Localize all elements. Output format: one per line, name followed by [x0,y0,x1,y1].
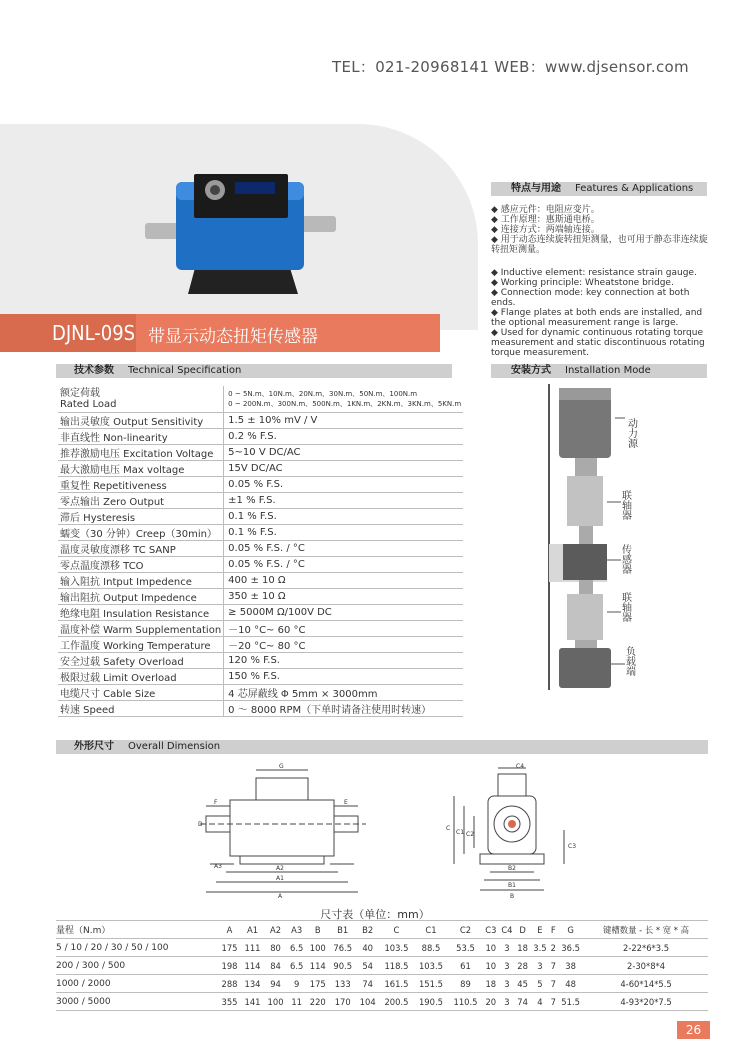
spec-value: 0.2 % F.S. [224,429,464,445]
dimension-row [56,975,708,993]
spec-row [58,429,463,445]
dimension-cell: 3 [530,957,549,975]
dimension-cell: 18 [515,939,530,957]
spec-label: 零点温度漂移 TCO [58,557,224,573]
installation-diagram [545,384,715,694]
dimension-cell: 7 [550,957,558,975]
dimension-cell: 89 [448,975,483,993]
feature-item-en: ◆ Used for dynamic continuous rotating torque measurement and static discontinuous rotating torque measurement. [491,328,705,358]
dimension-label: E [344,799,348,806]
spec-value: 15V DC/AC [224,461,464,477]
spec-row [58,621,463,637]
spec-row [58,445,463,461]
dimension-column-header: B1 [329,921,356,939]
installation-heading [491,364,707,378]
rated-load-label-zh: 额定荷载 [60,388,100,399]
dimension-cell: 100 [264,993,287,1011]
dimension-cell: 74 [515,993,530,1011]
dimension-cell: 76.5 [329,939,356,957]
dimension-cell: 110.5 [448,993,483,1011]
dimension-label: B2 [508,865,516,872]
spec-label: 电缆尺寸 Cable Size [58,685,224,701]
dimension-label: D [198,821,203,828]
dimension-label: A [278,893,283,900]
spec-value: 400 ± 10 Ω [224,573,464,589]
dimension-cell: 175 [306,975,329,993]
installation-label: 联轴器 [619,490,631,520]
spec-label: 转速 Speed [58,701,224,717]
feature-item-en: ◆ Flange plates at both ends are installed, and the optional measurement range is large. [491,308,703,328]
spec-label: 输入阻抗 Intput Impedence [58,573,224,589]
dimension-label: A3 [214,863,222,870]
dimension-drawing-front [440,760,590,900]
dimension-cell: 3 [499,939,515,957]
spec-value: 0.05 % F.S. / °C [224,557,464,573]
dimension-label: C [446,825,451,832]
rated-load-value: 0 ~ 200N.m、300N.m、500N.m、1KN.m、2KN.m、3KN.m、5KN.m [228,400,462,408]
dimension-cell: 48 [557,975,584,993]
dimension-cell: 3 [499,975,515,993]
spec-heading-en: Technical Specification [128,365,242,376]
spec-row [58,653,463,669]
dimension-cell: 40 [356,939,379,957]
dimension-table [56,920,708,1011]
dimension-row [56,939,708,957]
dimension-cell: 118.5 [379,957,414,975]
dimension-cell: 4 [530,993,549,1011]
dimension-column-header: A1 [241,921,264,939]
spec-label: 最大激励电压 Max voltage [58,461,224,477]
dimension-heading-en: Overall Dimension [128,741,221,752]
dimension-cell: 133 [329,975,356,993]
dimension-column-header: 键槽数量 - 长 * 宽 * 高 [584,921,708,939]
dimension-cell: 61 [448,957,483,975]
product-photo [140,168,340,298]
spec-row [58,525,463,541]
dimension-column-header: G [557,921,584,939]
dimension-column-header: C [379,921,414,939]
dimension-cell: 10 [483,957,499,975]
dimension-cell: 6.5 [287,957,306,975]
spec-value: 0.1 % F.S. [224,525,464,541]
spec-label: 输出灵敏度 Output Sensitivity [58,413,224,429]
dimension-cell: 51.5 [557,993,584,1011]
spec-label: 重复性 Repetitiveness [58,477,224,493]
spec-label: 滞后 Hysteresis [58,509,224,525]
spec-heading-zh: 技术参数 [74,365,114,376]
features-list [491,205,709,358]
dimension-column-header: A3 [287,921,306,939]
feature-item-zh: ◆ 工作原理：惠斯通电桥。 [491,215,600,225]
installation-heading-en: Installation Mode [565,365,651,376]
dimension-cell: 28 [515,957,530,975]
dimension-column-header: F [550,921,558,939]
features-heading-zh: 特点与用途 [511,183,561,194]
dimension-cell: 74 [356,975,379,993]
spec-table [58,386,463,717]
spec-value: ≥ 5000M Ω/100V DC [224,605,464,621]
spec-label: 非直线性 Non-linearity [58,429,224,445]
dimension-cell: 88.5 [414,939,449,957]
dimension-column-header: 量程（N.m） [56,921,218,939]
dimension-label: C4 [516,763,525,770]
dimension-cell: 6.5 [287,939,306,957]
product-name: 带显示动态扭矩传感器 [148,327,318,347]
dimension-cell: 4-93*20*7.5 [584,993,708,1011]
spec-label: 输出阻抗 Output Impedence [58,589,224,605]
dimension-column-header: A [218,921,241,939]
dimension-cell: 5 [530,975,549,993]
installation-label: 传感器 [619,544,631,574]
dimension-cell: 94 [264,975,287,993]
dimension-label: B1 [508,882,516,889]
dimension-cell: 2-22*6*3.5 [584,939,708,957]
spec-label: 安全过载 Safety Overload [58,653,224,669]
dimension-cell: 104 [356,993,379,1011]
dimension-cell: 11 [287,993,306,1011]
spec-label: 绝缘电阻 Insulation Resistance [58,605,224,621]
dimension-cell: 111 [241,939,264,957]
dimension-cell: 18 [483,975,499,993]
dimension-column-header: B2 [356,921,379,939]
dimension-table-title: 尺寸表（单位：mm） [320,908,430,921]
spec-row [58,557,463,573]
dimension-cell: 220 [306,993,329,1011]
dimension-cell: 9 [287,975,306,993]
dimension-cell: 190.5 [414,993,449,1011]
spec-row [58,637,463,653]
feature-item-zh: ◆ 感应元件：电阻应变片。 [491,205,600,215]
spec-row [58,413,463,429]
dimension-cell: 3 [499,957,515,975]
spec-value: 150 % F.S. [224,669,464,685]
dimension-cell: 4-60*14*5.5 [584,975,708,993]
spec-value: －20 °C~ 80 °C [224,637,464,653]
dimension-row [56,957,708,975]
dimension-column-header: C1 [414,921,449,939]
dimension-cell: 38 [557,957,584,975]
dimension-cell: 288 [218,975,241,993]
product-model: DJNL-09S [52,321,136,345]
dimension-cell: 90.5 [329,957,356,975]
dimension-label: A1 [276,875,284,882]
dimension-cell: 54 [356,957,379,975]
spec-value: ±1 % F.S. [224,493,464,509]
dimension-cell: 141 [241,993,264,1011]
spec-row [58,605,463,621]
dimension-row [56,993,708,1011]
rated-load-label-en: Rated Load [60,399,117,410]
spec-row [58,701,463,717]
spec-value: 5~10 V DC/AC [224,445,464,461]
spec-value: 1.5 ± 10% mV / V [224,413,464,429]
feature-item-en: ◆ Inductive element: resistance strain gauge. [491,268,697,278]
dimension-column-header: B [306,921,329,939]
dimension-cell: 2-30*8*4 [584,957,708,975]
spec-row [58,386,463,413]
spec-value: 4 芯屏蔽线 Φ 5mm × 3000mm [224,685,464,701]
features-heading [491,182,707,196]
dimension-cell: 5 / 10 / 20 / 30 / 50 / 100 [56,939,218,957]
contact-info: TEL：021-20968141 WEB：www.djsensor.com [332,58,689,76]
spec-value: 0.05 % F.S. [224,477,464,493]
dimension-cell: 100 [306,939,329,957]
dimension-cell: 114 [241,957,264,975]
dimension-cell: 2 [550,939,558,957]
spec-label: 工作温度 Working Temperature [58,637,224,653]
dimension-label: A2 [276,865,284,872]
installation-label: 动力源 [625,418,637,448]
feature-item-zh: ◆ 用于动态连续旋转扭矩测量，也可用于静态非连续旋转扭矩测量。 [491,235,708,255]
dimension-cell: 103.5 [379,939,414,957]
dimension-heading-zh: 外形尺寸 [74,741,114,752]
spec-row [58,685,463,701]
dimension-cell: 36.5 [557,939,584,957]
dimension-cell: 45 [515,975,530,993]
features-heading-en: Features & Applications [575,183,694,194]
dimension-column-header: D [515,921,530,939]
dimension-cell: 7 [550,975,558,993]
spec-value [224,386,464,413]
dimension-cell: 3.5 [530,939,549,957]
dimension-cell: 3 [499,993,515,1011]
spec-label: 温度灵敏度漂移 TC SANP [58,541,224,557]
dimension-label: C1 [456,829,465,836]
spec-label: 零点输出 Zero Output [58,493,224,509]
spec-value: 350 ± 10 Ω [224,589,464,605]
dimension-cell: 7 [550,993,558,1011]
spec-value: －10 °C~ 60 °C [224,621,464,637]
dimension-cell: 161.5 [379,975,414,993]
dimension-cell: 200 / 300 / 500 [56,957,218,975]
spec-row [58,493,463,509]
dimension-cell: 53.5 [448,939,483,957]
dimension-column-header: C3 [483,921,499,939]
dimension-cell: 10 [483,939,499,957]
dimension-label: C2 [466,831,475,838]
dimension-cell: 170 [329,993,356,1011]
dimension-cell: 198 [218,957,241,975]
spec-row [58,541,463,557]
dimension-label: C3 [568,843,577,850]
spec-label: 极限过载 Limit Overload [58,669,224,685]
dimension-cell: 103.5 [414,957,449,975]
feature-item-zh: ◆ 连接方式：两端轴连接。 [491,225,600,235]
spec-label: 推荐激励电压 Excitation Voltage [58,445,224,461]
dimension-heading [56,740,708,754]
dimension-label: F [214,799,218,806]
dimension-label: G [279,763,284,770]
installation-label: 负载端 [623,646,635,676]
dimension-cell: 80 [264,939,287,957]
feature-item-en: ◆ Working principle: Wheatstone bridge. [491,278,674,288]
installation-heading-zh: 安装方式 [511,365,551,376]
installation-label: 联轴器 [619,592,631,622]
spec-value: 0.05 % F.S. / °C [224,541,464,557]
dimension-column-header: E [530,921,549,939]
dimension-cell: 114 [306,957,329,975]
dimension-drawing-side [196,760,386,900]
dimension-column-header: C4 [499,921,515,939]
page-number: 26 [677,1021,710,1039]
dimension-cell: 134 [241,975,264,993]
dimension-cell: 355 [218,993,241,1011]
dimension-column-header: A2 [264,921,287,939]
dimension-cell: 84 [264,957,287,975]
spec-label: 温度补偿 Warm Supplementation [58,621,224,637]
spec-row [58,509,463,525]
dimension-cell: 200.5 [379,993,414,1011]
rated-load-value: 0 ~ 5N.m、10N.m、20N.m、30N.m、50N.m、100N.m [228,390,418,398]
spec-heading [56,364,452,378]
spec-value: 0.1 % F.S. [224,509,464,525]
spec-value: 0 ～ 8000 RPM（下单时请备注使用时转速） [224,701,464,717]
spec-value: 120 % F.S. [224,653,464,669]
dimension-header-row [56,921,708,939]
spec-row [58,461,463,477]
spec-row [58,589,463,605]
dimension-cell: 3000 / 5000 [56,993,218,1011]
feature-item-en: ◆ Connection mode: key connection at both ends. [491,288,690,308]
spec-row [58,573,463,589]
dimension-cell: 175 [218,939,241,957]
dimension-label: B [510,893,515,900]
dimension-cell: 20 [483,993,499,1011]
spec-row [58,477,463,493]
spec-row [58,669,463,685]
spec-label [58,386,224,413]
dimension-cell: 1000 / 2000 [56,975,218,993]
spec-label: 蠕变（30 分钟）Creep（30min） [58,525,224,541]
dimension-column-header: C2 [448,921,483,939]
dimension-cell: 151.5 [414,975,449,993]
